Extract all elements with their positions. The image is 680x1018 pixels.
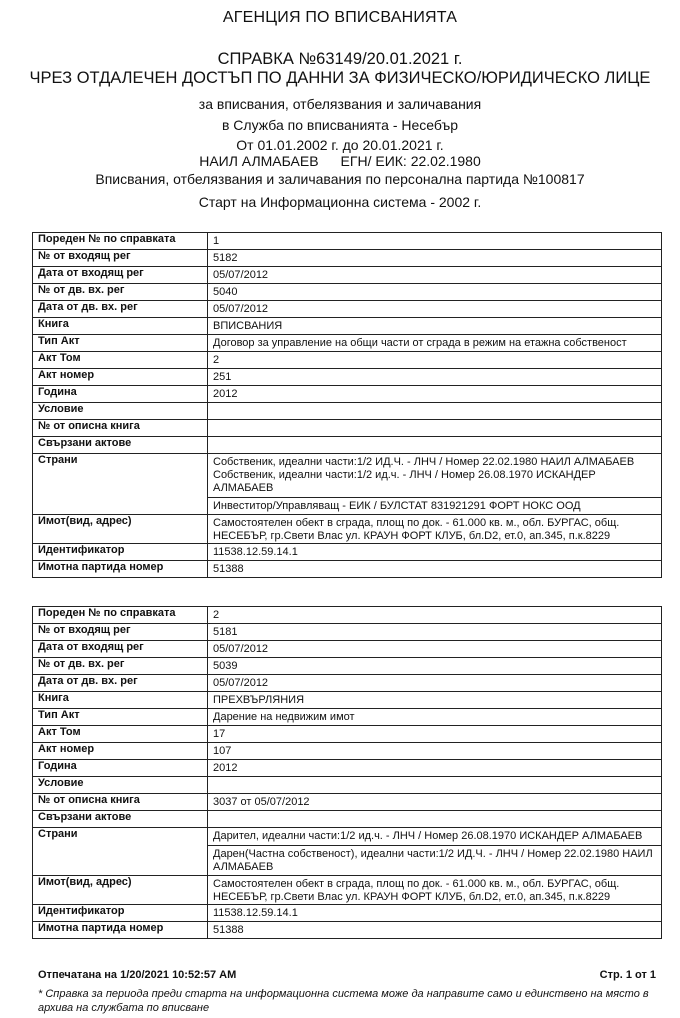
label-seq-number: Пореден № по справката: [33, 233, 208, 250]
value-incoming-reg-number: 5181: [208, 624, 662, 641]
value-parties: [208, 828, 662, 876]
person-line: [0, 153, 680, 169]
label-parties: Страни: [33, 828, 208, 876]
value-double-incoming-reg-date: 05/07/2012: [208, 675, 662, 692]
row-act-type: [33, 335, 662, 352]
row-identifier: [33, 544, 662, 561]
row-incoming-reg-date: [33, 267, 662, 284]
label-year: Година: [33, 760, 208, 777]
value-incoming-reg-date: 05/07/2012: [208, 267, 662, 284]
label-act-volume: Акт Том: [33, 726, 208, 743]
label-seq-number: Пореден № по справката: [33, 607, 208, 624]
label-double-incoming-reg-date: Дата от дв. вх. рег: [33, 675, 208, 692]
row-parties: [33, 828, 662, 876]
label-double-incoming-reg-date: Дата от дв. вх. рег: [33, 301, 208, 318]
person-name: НАИЛ АЛМАБАЕВ: [199, 153, 319, 169]
row-property-address: [33, 876, 662, 905]
value-double-incoming-reg-number: 5039: [208, 658, 662, 675]
value-act-number: 251: [208, 369, 662, 386]
value-incoming-reg-date: 05/07/2012: [208, 641, 662, 658]
row-identifier: [33, 905, 662, 922]
row-seq-number: [33, 607, 662, 624]
label-act-type: Тип Акт: [33, 709, 208, 726]
footnote: * Справка за периода преди старта на информационна система може да направите само и единствено на място в архива на службата по вписване: [38, 988, 649, 1014]
value-act-number: 107: [208, 743, 662, 760]
value-parties: [208, 454, 662, 515]
row-double-incoming-reg-date: [33, 301, 662, 318]
label-year: Година: [33, 386, 208, 403]
party-entry: Инвеститор/Управляващ - ЕИК / БУЛСТАТ 831921291 ФОРТ НОКС ООД: [208, 497, 661, 514]
value-year: 2012: [208, 386, 662, 403]
record-table-2: [32, 606, 662, 939]
label-incoming-reg-number: № от входящ рег: [33, 624, 208, 641]
row-act-volume: [33, 726, 662, 743]
label-condition: Условие: [33, 403, 208, 420]
row-condition: [33, 403, 662, 420]
scope-line: за вписвания, отбелязвания и заличавания: [198, 96, 482, 112]
label-incoming-reg-number: № от входящ рег: [33, 250, 208, 267]
person-egn: ЕГН/ ЕИК: 22.02.1980: [340, 153, 481, 169]
value-condition: [208, 777, 662, 794]
value-condition: [208, 403, 662, 420]
label-double-incoming-reg-number: № от дв. вх. рег: [33, 284, 208, 301]
row-act-type: [33, 709, 662, 726]
value-double-incoming-reg-number: 5040: [208, 284, 662, 301]
row-description-book-number: [33, 420, 662, 437]
label-property-address: Имот(вид, адрес): [33, 876, 208, 905]
row-related-acts: [33, 811, 662, 828]
party-entry: Собственик, идеални части:1/2 ИД.Ч. - ЛНЧ / Номер 22.02.1980 НАИЛ АЛМАБАЕВ Собственик, идеални части:1/2 ид.ч. - ЛНЧ / Номер 26.08.1970 ИСКАНДЕР АЛМАБАЕВ: [213, 456, 635, 494]
row-condition: [33, 777, 662, 794]
party-entry: Дарител, идеални части:1/2 ид.ч. - ЛНЧ / Номер 26.08.1970 ИСКАНДЕР АЛМАБАЕВ: [213, 830, 643, 842]
row-act-number: [33, 743, 662, 760]
row-double-incoming-reg-date: [33, 675, 662, 692]
row-property-lot-number: [33, 922, 662, 939]
label-related-acts: Свързани актове: [33, 811, 208, 828]
agency-title: АГЕНЦИЯ ПО ВПИСВАНИЯТА: [222, 9, 458, 26]
row-incoming-reg-number: [33, 250, 662, 267]
label-condition: Условие: [33, 777, 208, 794]
value-incoming-reg-number: 5182: [208, 250, 662, 267]
value-related-acts: [208, 437, 662, 454]
value-act-volume: 17: [208, 726, 662, 743]
row-book: [33, 318, 662, 335]
label-description-book-number: № от описна книга: [33, 794, 208, 811]
label-incoming-reg-date: Дата от входящ рег: [33, 267, 208, 284]
label-parties: Страни: [33, 454, 208, 515]
label-identifier: Идентификатор: [33, 905, 208, 922]
value-act-type: Договор за управление на общи части от сграда в режим на етажна собственост: [208, 335, 662, 352]
label-act-volume: Акт Том: [33, 352, 208, 369]
label-description-book-number: № от описна книга: [33, 420, 208, 437]
value-act-type: Дарение на недвижим имот: [208, 709, 662, 726]
value-related-acts: [208, 811, 662, 828]
row-double-incoming-reg-number: [33, 658, 662, 675]
value-description-book-number: 3037 от 05/07/2012: [208, 794, 662, 811]
value-book: ВПИСВАНИЯ: [208, 318, 662, 335]
printed-timestamp: Отпечатана на 1/20/2021 10:52:57 AM: [38, 969, 237, 981]
row-incoming-reg-date: [33, 641, 662, 658]
value-double-incoming-reg-date: 05/07/2012: [208, 301, 662, 318]
value-seq-number: 2: [208, 607, 662, 624]
partition-line: Вписвания, отбелязвания и заличавания по персонална партида №100817: [95, 171, 585, 187]
value-property-address: Самостоятелен обект в сграда, площ по док. - 61.000 кв. м., обл. БУРГАС, общ. НЕСЕБЪР, гр.Свети Влас ул. КРАУН ФОРТ КЛУБ, бл.D2, ет.0, ап.345, п.к.8229: [208, 515, 662, 544]
value-property-address: Самостоятелен обект в сграда, площ по док. - 61.000 кв. м., обл. БУРГАС, общ. НЕСЕБЪР, гр.Свети Влас ул. КРАУН ФОРТ КЛУБ, бл.D2, ет.0, ап.345, п.к.8229: [208, 876, 662, 905]
label-incoming-reg-date: Дата от входящ рег: [33, 641, 208, 658]
label-book: Книга: [33, 318, 208, 335]
label-property-lot-number: Имотна партида номер: [33, 561, 208, 578]
row-parties: [33, 454, 662, 515]
party-entry: Дарен(Частна собственост), идеални части:1/2 ИД.Ч. - ЛНЧ / Номер 22.02.1980 НАИЛ АЛМАБАЕВ: [208, 845, 661, 875]
label-related-acts: Свързани актове: [33, 437, 208, 454]
label-act-type: Тип Акт: [33, 335, 208, 352]
office-line: в Служба по вписванията - Несебър: [221, 117, 459, 133]
value-identifier: 11538.12.59.14.1: [208, 905, 662, 922]
row-incoming-reg-number: [33, 624, 662, 641]
row-related-acts: [33, 437, 662, 454]
row-property-lot-number: [33, 561, 662, 578]
period-line: От 01.01.2002 г. до 20.01.2021 г.: [236, 137, 444, 153]
label-property-address: Имот(вид, адрес): [33, 515, 208, 544]
row-description-book-number: [33, 794, 662, 811]
label-identifier: Идентификатор: [33, 544, 208, 561]
row-seq-number: [33, 233, 662, 250]
record-table-1: [32, 232, 662, 578]
value-identifier: 11538.12.59.14.1: [208, 544, 662, 561]
label-act-number: Акт номер: [33, 743, 208, 760]
value-year: 2012: [208, 760, 662, 777]
value-property-lot-number: 51388: [208, 922, 662, 939]
system-start-line: Старт на Информационна система - 2002 г.: [198, 194, 482, 210]
row-act-volume: [33, 352, 662, 369]
row-book: [33, 692, 662, 709]
label-double-incoming-reg-number: № от дв. вх. рег: [33, 658, 208, 675]
row-year: [33, 386, 662, 403]
label-property-lot-number: Имотна партида номер: [33, 922, 208, 939]
label-book: Книга: [33, 692, 208, 709]
row-act-number: [33, 369, 662, 386]
row-year: [33, 760, 662, 777]
row-property-address: [33, 515, 662, 544]
row-double-incoming-reg-number: [33, 284, 662, 301]
value-property-lot-number: 51388: [208, 561, 662, 578]
document-subtitle: ЧРЕЗ ОТДАЛЕЧЕН ДОСТЪП ПО ДАННИ ЗА ФИЗИЧЕСКО/ЮРИДИЧЕСКО ЛИЦЕ: [29, 69, 651, 87]
value-book: ПРЕХВЪРЛЯНИЯ: [208, 692, 662, 709]
document-title: СПРАВКА №63149/20.01.2021 г.: [217, 50, 463, 68]
value-act-volume: 2: [208, 352, 662, 369]
label-act-number: Акт номер: [33, 369, 208, 386]
page-number: Стр. 1 от 1: [599, 969, 656, 981]
value-description-book-number: [208, 420, 662, 437]
value-seq-number: 1: [208, 233, 662, 250]
